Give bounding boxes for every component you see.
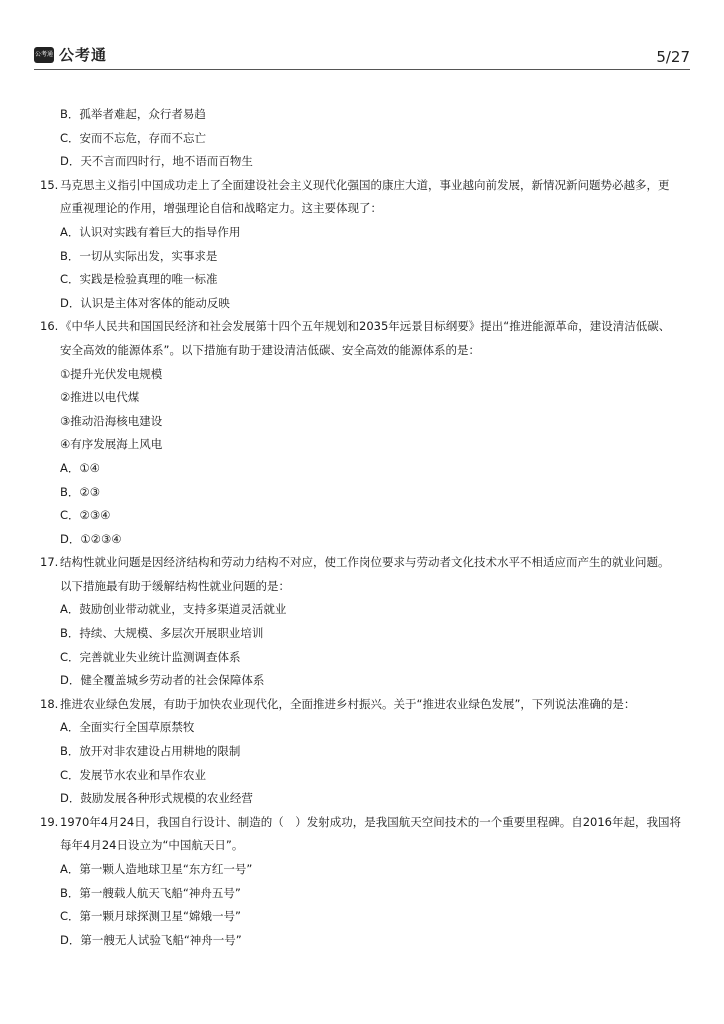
question-number: 19. bbox=[40, 814, 59, 829]
question-15 bbox=[40, 174, 690, 316]
question-stem-continued: 每年4月24日设立为“中国航天日”。 bbox=[60, 838, 244, 853]
header-divider bbox=[34, 69, 690, 70]
option-a: A．第一颗人造地球卫星“东方红一号” bbox=[60, 862, 253, 876]
option-b: B．放开对非农建设占用耕地的限制 bbox=[60, 744, 241, 759]
page-content bbox=[40, 103, 690, 952]
question-stem: 1970年4月24日，我国自行设计、制造的（ ）发射成功，是我国航天空间技术的一个重要里程碑。自2016年起，我国将 bbox=[60, 814, 681, 829]
page-header bbox=[34, 42, 690, 70]
question-18 bbox=[40, 693, 690, 811]
question-number: 17. bbox=[40, 555, 59, 570]
question-17 bbox=[40, 551, 690, 693]
question-number: 18. bbox=[40, 696, 59, 711]
question-stem: 马克思主义指引中国成功走上了全面建设社会主义现代化强国的康庄大道，事业越向前发展，新情况新问题势必越多，更 bbox=[60, 177, 670, 192]
brand-logo bbox=[34, 44, 107, 65]
option-a: A．全面实行全国草原禁牧 bbox=[60, 720, 195, 735]
question-stem: 结构性就业问题是因经济结构和劳动力结构不对应，使工作岗位要求与劳动者文化技术水平不相适应而产生的就业问题。 bbox=[60, 555, 670, 570]
option-c: C．②③④ bbox=[60, 508, 111, 523]
option-b: B．一切从实际出发，实事求是 bbox=[60, 248, 218, 263]
question-stem-continued: 安全高效的能源体系”。以下措施有助于建设清洁低碳、安全高效的能源体系的是： bbox=[60, 342, 480, 357]
statement-item: ②推进以电代煤 bbox=[60, 390, 140, 405]
option-c: C．发展节水农业和旱作农业 bbox=[60, 767, 207, 782]
question-19 bbox=[40, 811, 690, 953]
option-c: C．安而不忘危，存而不忘亡 bbox=[60, 130, 207, 145]
page-number: 5/27 bbox=[656, 48, 690, 66]
option-a: A．①④ bbox=[60, 460, 100, 475]
statement-item: ①提升光伏发电规模 bbox=[60, 366, 163, 381]
option-d: D．鼓励发展各种形式规模的农业经营 bbox=[60, 791, 253, 806]
question-stem: 《中华人民共和国国民经济和社会发展第十四个五年规划和2035年远景目标纲要》提出“推进能源革命，建设清洁低碳、 bbox=[60, 319, 671, 334]
previous-question-options bbox=[40, 103, 690, 174]
option-d: D．天不言而四时行，地不语而百物生 bbox=[60, 154, 253, 169]
option-d: D．第一艘无人试验飞船“神舟一号” bbox=[60, 932, 242, 947]
question-number: 16. bbox=[40, 319, 59, 334]
option-d: D．①②③④ bbox=[60, 531, 122, 546]
logo-badge-icon: 公考通 bbox=[34, 47, 54, 63]
option-d: D．健全覆盖城乡劳动者的社会保障体系 bbox=[60, 673, 265, 688]
option-c: C．第一颗月球探测卫星“嫦娥一号” bbox=[60, 909, 241, 924]
statement-item: ④有序发展海上风电 bbox=[60, 437, 163, 452]
logo-text: 公考通 bbox=[59, 46, 108, 64]
option-b: B．持续、大规模、多层次开展职业培训 bbox=[60, 626, 264, 641]
question-stem-continued: 应重视理论的作用，增强理论自信和战略定力。这主要体现了： bbox=[60, 201, 382, 216]
option-a: A．鼓励创业带动就业，支持多渠道灵活就业 bbox=[60, 602, 287, 617]
question-stem: 推进农业绿色发展，有助于加快农业现代化，全面推进乡村振兴。关于“推进农业绿色发展”，下列说法准确的是： bbox=[60, 696, 636, 711]
statement-item: ③推动沿海核电建设 bbox=[60, 413, 163, 428]
option-d: D．认识是主体对客体的能动反映 bbox=[60, 295, 230, 310]
option-b: B．第一艘载人航天飞船“神舟五号” bbox=[60, 885, 241, 900]
option-a: A．认识对实践有着巨大的指导作用 bbox=[60, 224, 241, 239]
question-number: 15. bbox=[40, 177, 59, 192]
question-stem-continued: 以下措施最有助于缓解结构性就业问题的是： bbox=[60, 578, 290, 593]
option-c: C．完善就业失业统计监测调查体系 bbox=[60, 649, 241, 664]
option-b: B．②③ bbox=[60, 484, 101, 499]
option-c: C．实践是检验真理的唯一标准 bbox=[60, 272, 218, 287]
option-b: B．孤举者难起，众行者易趋 bbox=[60, 107, 206, 121]
question-16 bbox=[40, 315, 690, 551]
